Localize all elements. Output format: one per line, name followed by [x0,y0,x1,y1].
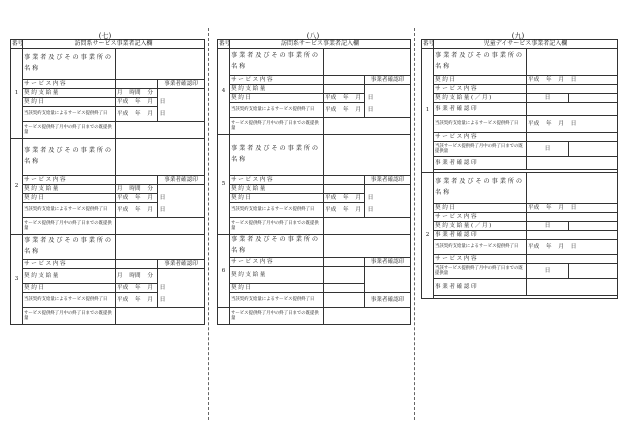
ban-header: 番号 [423,40,435,47]
row-number: 3 [11,235,23,325]
provider-name-label: 事業者及びその事業所の名称 [434,173,527,204]
row-number: 4 [218,49,230,135]
usage-end-date-value[interactable] [324,293,365,308]
service-content-label: サービス内容 [23,260,116,269]
provider-name-value[interactable] [116,235,205,260]
end-amount-label: サービス提供終了月中の終了日までの既提供量 [23,308,116,325]
provider-name-label: 事業者及びその事業所の名称 [230,49,324,76]
contract-date-label: 契約日 [23,284,116,293]
confirm-stamp-box[interactable] [527,157,618,170]
end-amount-label: サービス提供終了月中の終了日までの既提供量 [23,218,116,235]
contract-amount-label: 契約支給量 [230,85,324,94]
service-content-value[interactable] [116,80,158,89]
contract-amount-month-label: 契約支給量(／月) [434,94,527,103]
usage-end-date-field[interactable]: 平成 年 月 日 [527,240,618,255]
usage-end-date-label: 当該契約支給量によるサービス提供終了日 [23,107,116,122]
section-9-title: 児童デイサービス事業者記入欄 [434,40,618,49]
spacer [434,296,618,299]
usage-end-date-field[interactable]: 平成 年 月 日 [324,203,365,218]
service-content-label: サービス内容 [434,133,527,142]
usage-end-date-field[interactable]: 平成 年 月 日 [527,116,618,133]
provider-name-value[interactable] [116,49,205,80]
confirm-stamp-box[interactable] [527,231,618,240]
usage-end-date-label: 当該契約支給量によるサービス提供終了日 [23,203,116,218]
end-amount-value[interactable] [324,218,411,235]
spacer [218,308,230,325]
contract-amount-label: 契約支給量 [23,269,116,284]
end-amount-value[interactable] [116,122,205,139]
day-unit: 日 [527,222,569,231]
provider-name-label: 事業者及びその事業所の名称 [23,49,116,80]
contract-date-label: 契約日 [23,98,116,107]
contract-date-label: 契約日 [230,94,324,103]
ban-header: 番号 [12,40,24,47]
provider-name-value[interactable] [324,49,411,76]
provider-name-label: 事業者及びその事業所の名称 [230,235,324,258]
section-9-table [421,39,618,299]
row-number: 5 [218,135,230,235]
confirm-stamp-label: 事業者確認印 [434,279,527,296]
service-content-value[interactable] [527,85,618,94]
usage-end-date-field[interactable]: 平成 年 月 日 [116,203,158,218]
confirm-stamp-label: 事業者確認印 [158,80,205,89]
service-content-value[interactable] [324,258,365,267]
usage-end-date-label: 当該契約支給量によるサービス提供終了日 [434,116,527,133]
section-8-title: 訪問系サービス事業者記入欄 [230,40,411,49]
usage-end-date-field[interactable]: 平成 年 月 日 [116,293,158,308]
day-unit: 日 [527,142,569,157]
confirm-stamp-box[interactable] [365,267,411,293]
service-content-value[interactable] [324,76,365,85]
end-amount-label: サービス提供終了月中の終了日までの既提供量 [230,118,324,135]
contract-amount-value[interactable] [324,267,365,284]
contract-date-label: 契約日 [434,76,527,85]
provider-name-value[interactable] [527,173,618,204]
contract-date-label: 契約日 [434,204,527,213]
contract-date-label: 契約日 [230,194,324,203]
service-content-label: サービス内容 [230,258,324,267]
provider-name-value[interactable] [324,135,411,176]
service-content-value[interactable] [116,176,158,185]
contract-date-field[interactable]: 平成 年 月 日 [527,76,618,85]
contract-date-field[interactable]: 平成 年 月 日 [117,194,166,201]
provider-name-label: 事業者及びその事業所の名称 [434,49,527,76]
column-separator-right [414,28,415,420]
hours-field[interactable]: 月 時間 分 [116,89,158,98]
end-amount-label: サービス提供終了月中の終了日までの既提供量 [23,122,116,139]
section-9-heading: (九) [511,32,525,40]
usage-end-date-label: 当該契約支給量によるサービス提供終了日 [230,103,324,118]
end-amount-value[interactable] [116,308,205,325]
usage-end-date-field[interactable]: 平成 年 月 日 [116,107,158,122]
contract-date-label: 契約日 [23,194,116,203]
section-8-table [217,39,411,325]
service-content-value[interactable] [527,213,618,222]
usage-end-date-label: 当該契約支給量によるサービス提供終了日 [230,203,324,218]
service-content-value[interactable] [527,255,618,264]
confirm-stamp-box[interactable] [527,279,618,296]
usage-end-date-label: 当該契約支給量によるサービス提供終了日 [434,240,527,255]
usage-end-date-label: 当該契約支給量によるサービス提供終了日 [23,293,116,308]
blank[interactable] [569,142,618,157]
provider-name-value[interactable] [116,139,205,176]
confirm-stamp-label: 事業者確認印 [365,293,411,308]
contract-date-field[interactable]: 平成 年 月 日 [325,194,374,201]
hours-field[interactable]: 月 時間 分 [116,269,158,284]
confirm-stamp-label: 事業者確認印 [434,157,527,170]
confirm-stamp-label: 事業者確認印 [365,76,411,85]
blank[interactable] [569,222,618,231]
blank[interactable] [569,94,618,103]
blank[interactable] [569,264,618,279]
row-number: 1 [11,49,23,139]
contract-amount-month-label: 契約支給量(／月) [434,222,527,231]
contract-date-value[interactable] [324,284,365,293]
service-content-label: サービス内容 [434,255,527,264]
provider-name-label: 事業者及びその事業所の名称 [23,235,116,260]
usage-end-date-field[interactable]: 平成 年 月 日 [324,103,365,118]
service-content-label: サービス内容 [434,213,527,222]
row-number: 2 [422,173,434,299]
contract-date-field[interactable]: 平成 年 月 日 [117,98,166,105]
service-content-value[interactable] [527,133,618,142]
contract-date-label: 契約日 [230,284,324,293]
end-amount-value[interactable] [324,308,411,325]
confirm-stamp-label: 事業者確認印 [434,231,527,240]
hours-field[interactable]: 月 時間 分 [116,185,158,194]
provider-name-value[interactable] [324,235,411,258]
confirm-stamp-label: 事業者確認印 [158,176,205,185]
section-7-title: 訪問系サービス事業者記入欄 [23,40,205,49]
confirm-stamp-label: 事業者確認印 [365,258,411,267]
service-content-value[interactable] [324,176,365,185]
end-amount-value[interactable] [116,218,205,235]
contract-amount-value[interactable] [324,85,365,94]
contract-amount-label: 契約支給量 [23,185,116,194]
end-amount-value[interactable] [324,118,411,135]
provider-name-label: 事業者及びその事業所の名称 [230,135,324,176]
row-number: 2 [11,139,23,235]
end-amount-label: サービス提供終了月中の終了日までの既提供量 [230,308,324,325]
provider-name-label: 事業者及びその事業所の名称 [23,139,116,176]
column-separator-left [208,28,209,420]
contract-date-field[interactable]: 平成 年 月 日 [117,284,166,291]
provider-name-value[interactable] [527,49,618,76]
end-amount-label: 当該サービス提供終了月中の終了日までの既提供量 [434,264,527,279]
confirm-stamp-label: 事業者確認印 [365,176,411,185]
usage-end-date-label: 当該契約支給量によるサービス提供終了日 [230,293,324,308]
end-amount-label: サービス提供終了月中の終了日までの既提供量 [230,218,324,235]
day-unit: 日 [527,94,569,103]
section-8-heading: (八) [306,32,320,40]
section-7-table [10,39,205,325]
confirm-stamp-label: 事業者確認印 [434,103,527,116]
service-content-label: サービス内容 [23,80,116,89]
row-number: 1 [422,49,434,173]
service-content-label: サービス内容 [23,176,116,185]
contract-date-field[interactable]: 平成 年 月 日 [527,204,618,213]
service-content-label: サービス内容 [230,176,324,185]
service-content-label: サービス内容 [434,85,527,94]
contract-amount-label: 契約支給量 [23,89,116,98]
ban-header: 番号 [219,40,231,47]
end-amount-label: 当該サービス提供終了月中の終了日までの既提供量 [434,142,527,157]
service-content-value[interactable] [116,260,158,269]
confirm-stamp-box[interactable] [527,103,618,116]
contract-amount-label: 契約支給量 [230,267,324,284]
confirm-stamp-label: 事業者確認印 [158,260,205,269]
contract-amount-label: 契約支給量 [230,185,324,194]
section-7-heading: (七) [98,32,112,40]
row-number: 6 [218,235,230,308]
day-unit: 日 [527,264,569,279]
contract-date-field[interactable]: 平成 年 月 日 [325,94,374,101]
service-content-label: サービス内容 [230,76,324,85]
contract-amount-value[interactable] [324,185,365,194]
